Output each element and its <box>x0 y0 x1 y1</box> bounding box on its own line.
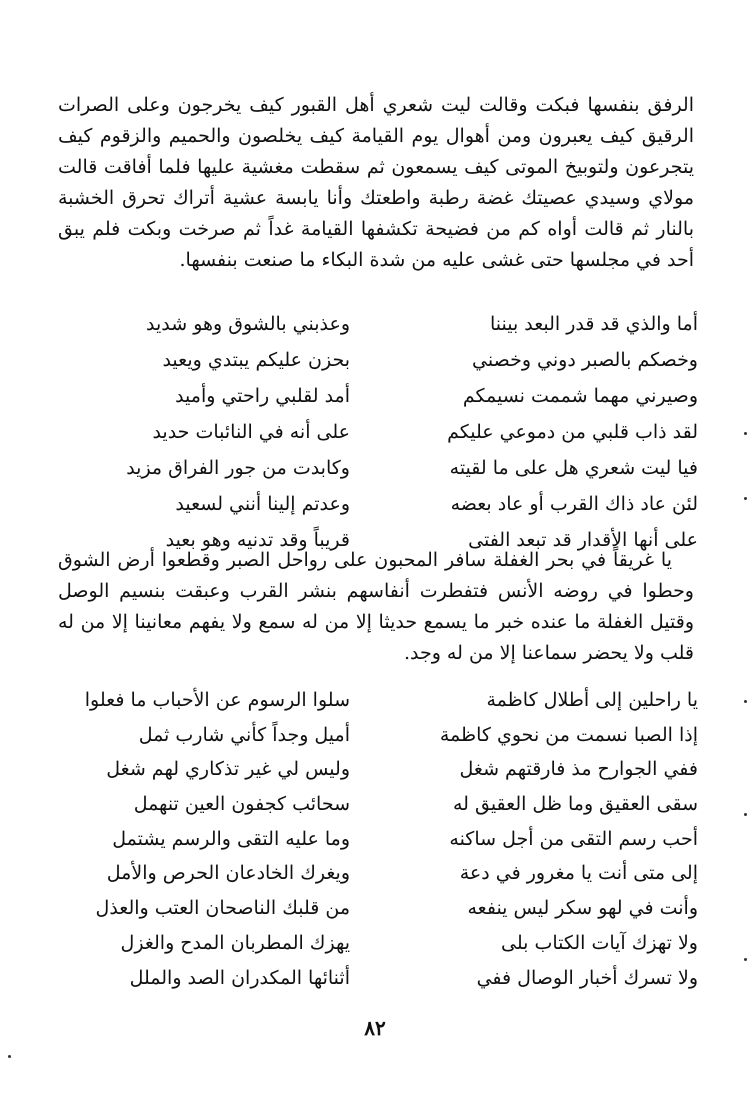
verse-line <box>58 961 698 996</box>
second-hemistich: بحزن عليكم يبتدي ويعيد <box>162 349 350 371</box>
verse-line <box>58 414 698 450</box>
verse-line <box>58 450 698 486</box>
paragraph: يا غريقاً في بحر الغفلة سافر المحبون على رواحل الصبر وقطعوا أرض الشوق وحطوا في روضه الأنس فتفطرت أنفاسهم بنشر القرب وعبقت بنسيم الوصل وقتيل الغفلة ما عنده خبر ما يسمع حديثا إلا من له سمع ولا يفهم معانينا إلا من له قلب ولا يحضر سماعنا إلا من له وجد. <box>58 549 694 664</box>
scan-speck <box>744 497 747 500</box>
first-hemistich: وأنت في لهو سكر ليس ينفعه <box>467 897 698 920</box>
first-hemistich: على أنها الأقدار قد تبعد الفتى <box>468 529 698 551</box>
first-hemistich: ولا تسرك أخبار الوصال ففي <box>476 966 698 989</box>
second-hemistich: يهزك المطربان المدح والغزل <box>120 931 350 954</box>
second-hemistich: وما عليه التقى والرسم يشتمل <box>112 827 350 850</box>
second-hemistich: وعذبني بالشوق وهو شديد <box>146 313 350 335</box>
paragraph: الرفق بنفسها فبكت وقالت ليت شعري أهل القبور كيف يخرجون وعلى الصرات الرقيق كيف يعبرون ومن أهوال يوم القيامة كيف يخلصون والحميم والزقوم كيف يتجرعون ولتوبيخ الموتى كيف يسمعون ثم سقطت مغشية عليها فلما أفاقت قالت مولاي وسيدي عصيتك غضة رطبة واطعتك وأنا يابسة عشية أتراك تحرق الخشبة بالنار ثم قالت أواه كم من فضيحة تكشفها القيامة غداً ثم صرخت وبكت فلم يبق أحد في مجلسها حتى غشى عليه من شدة البكاء ما صنعت بنفسها. <box>58 94 694 271</box>
scan-speck <box>8 1055 11 1058</box>
poem-block-2 <box>58 683 698 995</box>
scan-speck <box>744 813 747 816</box>
first-hemistich: لقد ذاب قلبي من دموعي عليكم <box>447 421 698 443</box>
first-hemistich: إلى متى أنت يا مغرور في دعة <box>459 862 698 885</box>
page-number: ٨٢ <box>364 1016 386 1040</box>
second-hemistich: ويغرك الخادعان الحرص والأمل <box>106 862 350 885</box>
second-hemistich: سحائب كجفون العين تنهمل <box>133 793 350 816</box>
poem-block-1 <box>58 306 698 558</box>
verse-line <box>58 718 698 753</box>
prose-block-2 <box>58 545 694 669</box>
verse-line <box>58 752 698 787</box>
first-hemistich: يا راحلين إلى أطلال كاظمة <box>486 689 698 711</box>
first-hemistich: إذا الصبا نسمت من نحوي كاظمة <box>439 723 698 746</box>
scan-speck <box>744 432 747 435</box>
verse-line <box>58 822 698 857</box>
first-hemistich: أحب رسم التقى من أجل ساكنه <box>449 827 698 850</box>
second-hemistich: قريباً وقد تدنيه وهو بعيد <box>165 529 350 551</box>
first-hemistich: ولا تهزك آيات الكتاب بلى <box>501 931 698 954</box>
first-hemistich: أما والذي قد قدر البعد بيننا <box>489 313 698 335</box>
scan-speck <box>744 700 747 703</box>
second-hemistich: أمد لقلبي راحتي وأميد <box>175 385 350 407</box>
second-hemistich: وكابدت من جور الفراق مزيد <box>126 457 350 479</box>
verse-line <box>58 486 698 522</box>
prose-block-1 <box>58 90 694 276</box>
scan-speck <box>744 958 747 961</box>
verse-line <box>58 306 698 342</box>
first-hemistich: وصيرني مهما شممت نسيمكم <box>462 385 698 407</box>
verse-line <box>58 787 698 822</box>
verse-line <box>58 856 698 891</box>
verse-line <box>58 926 698 961</box>
first-hemistich: فيا ليت شعري هل على ما لقيته <box>449 457 698 479</box>
second-hemistich: وليس لي غير تذكاري لهم شغل <box>106 758 350 781</box>
second-hemistich: وعدتم إلينا أنني لسعيد <box>175 493 350 515</box>
first-hemistich: وخصكم بالصبر دوني وخصني <box>472 349 698 371</box>
verse-line <box>58 683 698 718</box>
verse-line <box>58 378 698 414</box>
verse-line <box>58 891 698 926</box>
second-hemistich: أميل وجداً كأني شارب ثمل <box>138 723 350 746</box>
first-hemistich: لئن عاد ذاك القرب أو عاد بعضه <box>450 493 698 515</box>
first-hemistich: ففي الجوارح مذ فارقتهم شغل <box>459 758 698 781</box>
second-hemistich: سلوا الرسوم عن الأحباب ما فعلوا <box>84 689 350 711</box>
first-hemistich: سقى العقيق وما ظل العقيق له <box>452 793 698 816</box>
verse-line <box>58 342 698 378</box>
second-hemistich: من قلبك الناصحان العتب والعذل <box>95 897 350 920</box>
second-hemistich: أثنائها المكدران الصد والملل <box>129 966 350 989</box>
second-hemistich: على أنه في النائبات حديد <box>152 421 350 443</box>
